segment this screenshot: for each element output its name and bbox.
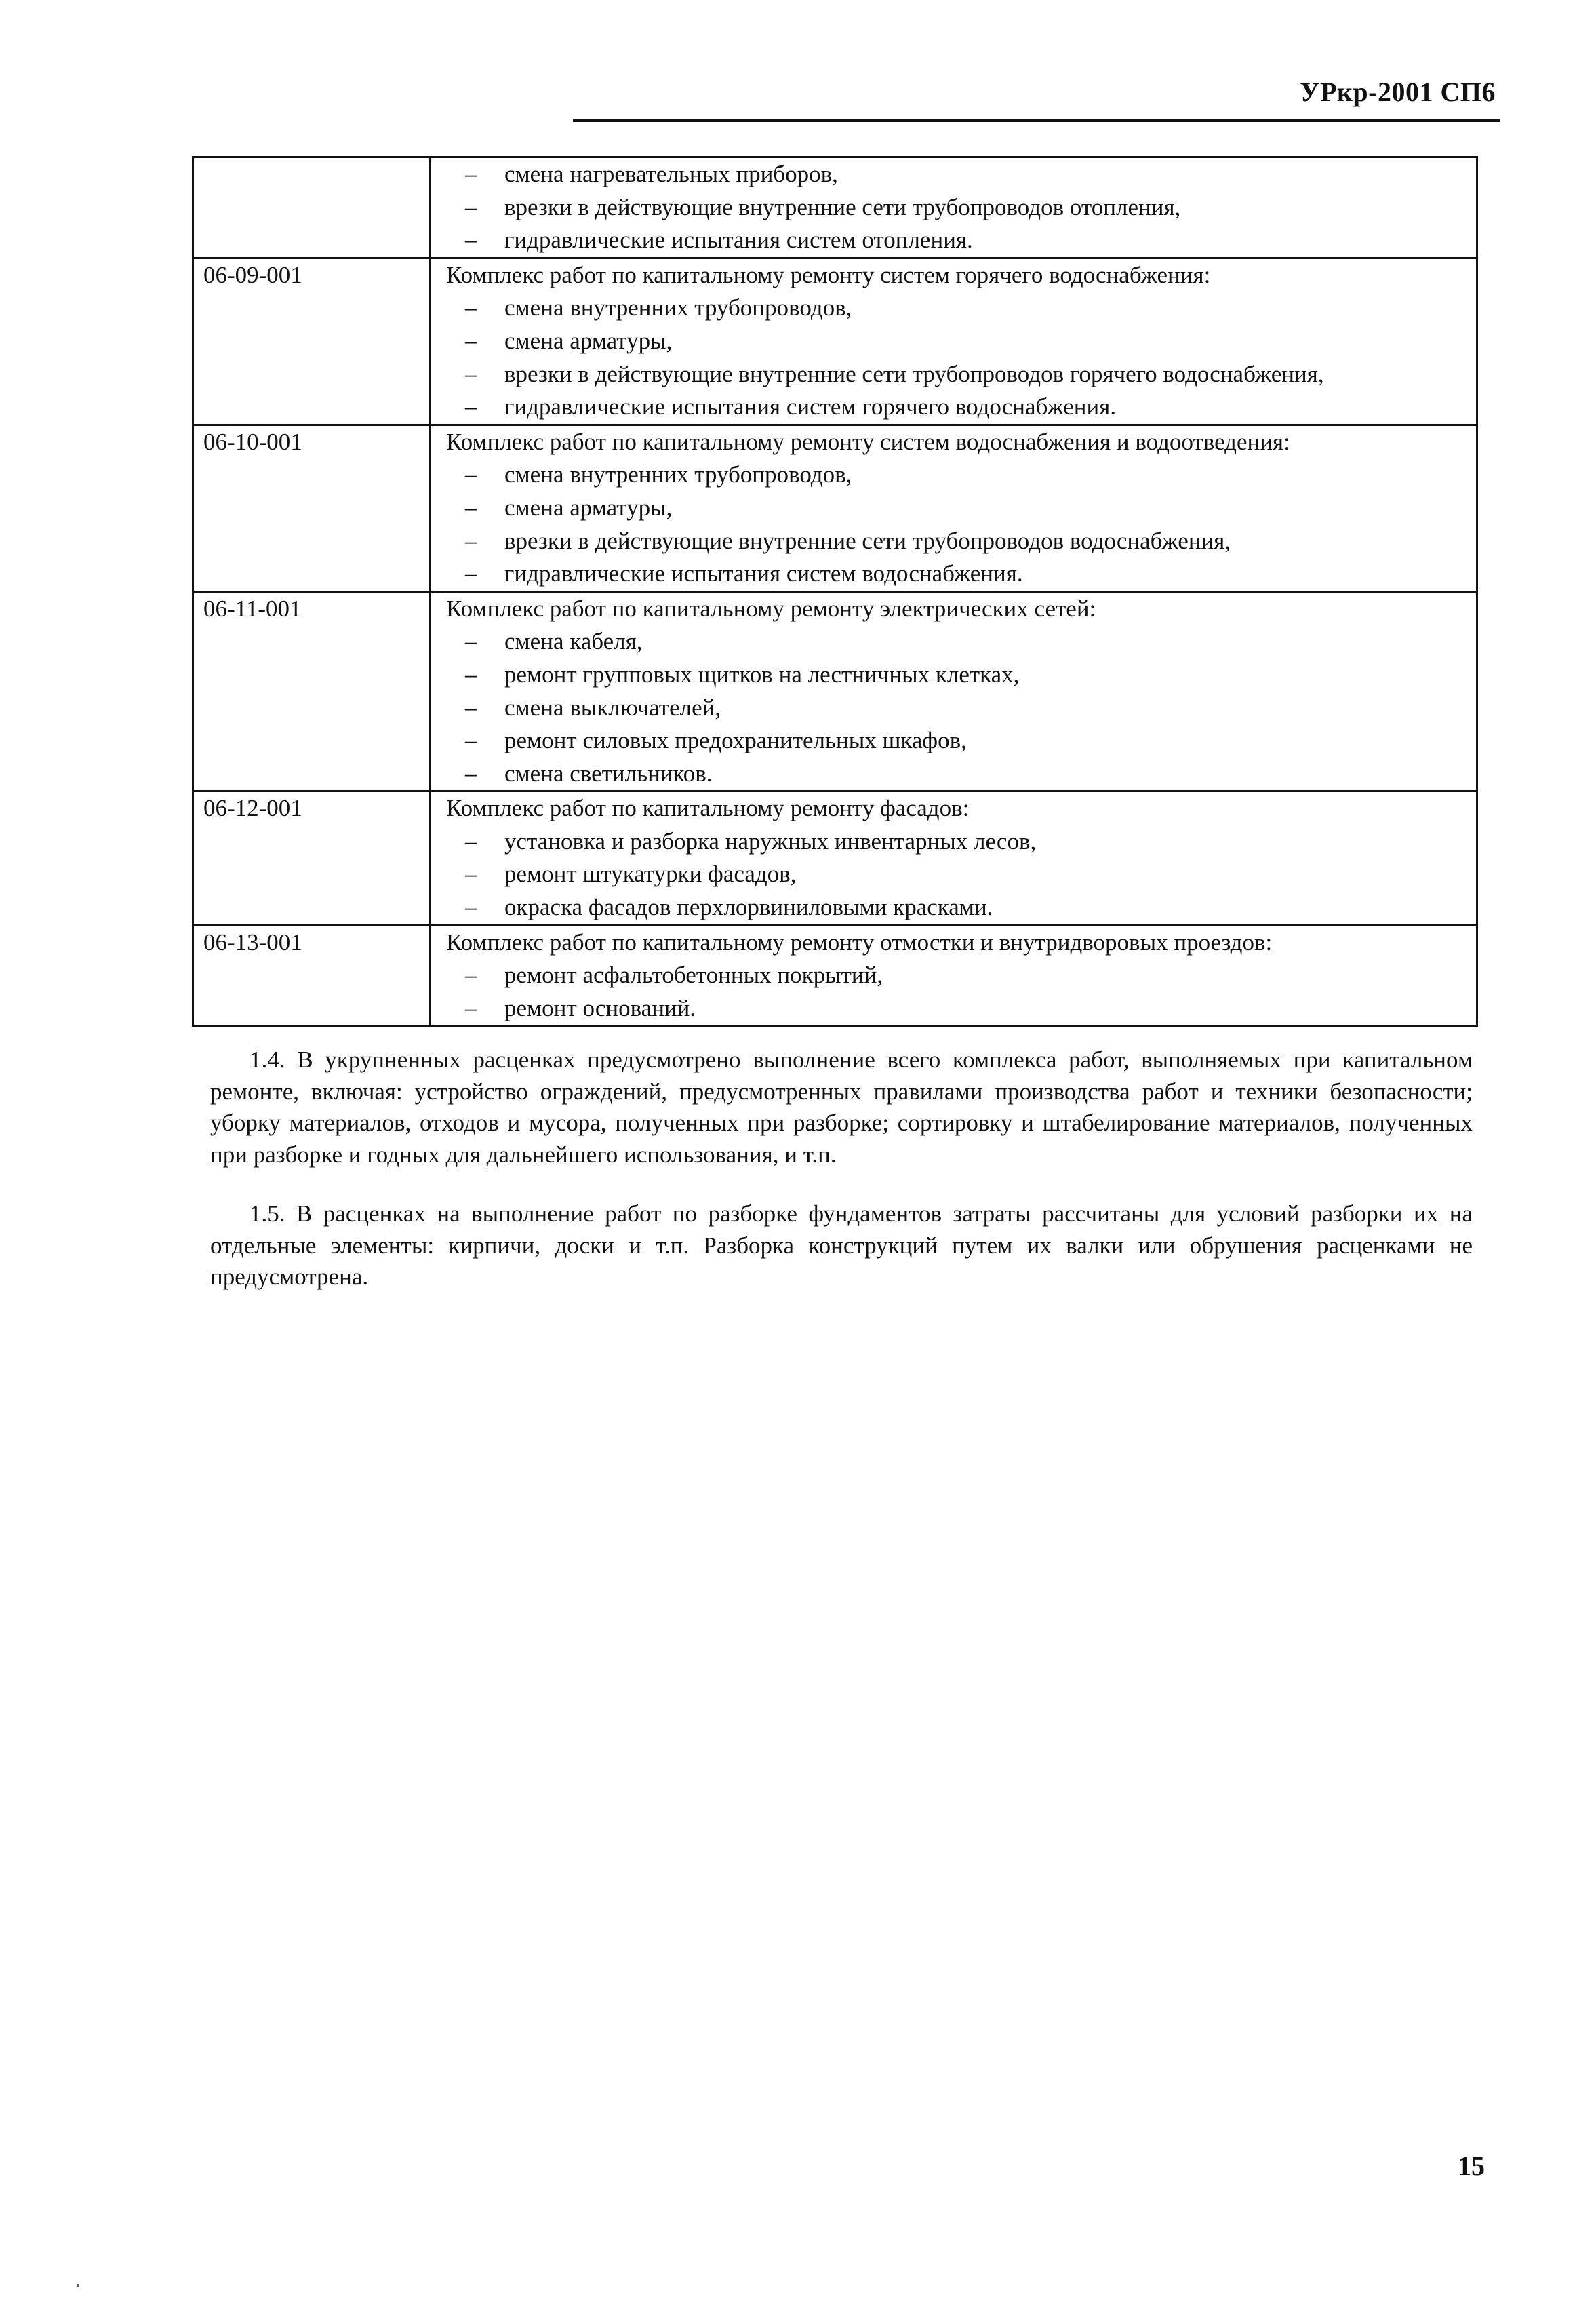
list-dash-marker: – (465, 527, 477, 554)
table-row (193, 925, 1477, 1026)
work-list-item-text: ремонт силовых предохранительных шкафов, (504, 727, 967, 754)
list-dash-marker: – (465, 994, 477, 1021)
work-complex-heading: Комплекс работ по капитальному ремонту систем водоснабжения и водоотведения: (446, 428, 1290, 455)
work-list-item-text: смена кабеля, (504, 628, 643, 655)
work-description-cell (431, 258, 1477, 425)
works-table (192, 156, 1478, 1027)
list-dash-marker: – (465, 494, 477, 521)
work-list-item-text: смена нагревательных приборов, (504, 161, 838, 187)
list-dash-marker: – (465, 294, 477, 321)
table-row (193, 157, 1477, 258)
list-dash-marker: – (465, 661, 477, 688)
work-list-item-text: смена внутренних трубопроводов, (504, 461, 852, 488)
list-dash-marker: – (465, 694, 477, 721)
rate-code-cell: 06-13-001 (193, 925, 431, 1026)
work-list-item-text: врезки в действующие внутренние сети трубопроводов отопления, (504, 193, 1181, 220)
table-row (193, 591, 1477, 791)
rate-code-cell: 06-10-001 (193, 425, 431, 591)
work-list-item-text: смена внутренних трубопроводов, (504, 294, 852, 321)
work-complex-heading: Комплекс работ по капитальному ремонту фасадов: (446, 795, 970, 822)
work-list-item (446, 692, 1465, 725)
work-list-item-text: врезки в действующие внутренние сети трубопроводов горячего водоснабжения, (504, 360, 1324, 387)
work-list-item-text: гидравлические испытания систем горячего водоснабжения. (504, 393, 1117, 420)
work-list-item-text: окраска фасадов перхлорвиниловыми красками. (504, 894, 993, 921)
work-list-item (446, 224, 1465, 257)
work-list-item (446, 891, 1465, 924)
work-list-item (446, 325, 1465, 358)
page-header (573, 73, 1500, 122)
list-dash-marker: – (465, 393, 477, 420)
list-dash-marker: – (465, 461, 477, 488)
paragraph-1-4: 1.4. В укрупненных расценках предусмотрено выполнение всего комплекса работ, выполняемых при капитальном ремонте, включая: устройство ограждений, предусмотренных правилами производства работ и техники безопасности; уборку материалов, отходов и мусора, полученных при разборке; сортировку и штабелирование материалов, полученных при разборке и годных для дальнейшего использования, и т.п. (210, 1046, 1473, 1168)
work-list-item (446, 292, 1465, 325)
list-dash-marker: – (465, 962, 477, 989)
work-list-item-text: гидравлические испытания систем водоснабжения. (504, 560, 1023, 587)
work-list-item (446, 492, 1465, 525)
work-list-item (446, 158, 1465, 191)
work-description-cell (431, 425, 1477, 591)
list-dash-marker: – (465, 727, 477, 754)
work-description-cell (431, 591, 1477, 791)
work-complex-heading: Комплекс работ по капитальному ремонту электрических сетей: (446, 595, 1096, 622)
work-list-item-text: смена выключателей, (504, 694, 721, 721)
work-list-item-text: ремонт оснований. (504, 994, 696, 1021)
work-complex-heading: Комплекс работ по капитальному ремонту отмостки и внутридворовых проездов: (446, 928, 1273, 956)
list-dash-marker: – (465, 628, 477, 655)
rate-code-cell: 06-12-001 (193, 791, 431, 925)
table-row (193, 791, 1477, 925)
work-list-item (446, 825, 1465, 859)
list-dash-marker: – (465, 327, 477, 354)
work-description-cell (431, 791, 1477, 925)
work-list-item (446, 557, 1465, 591)
work-list-item (446, 758, 1465, 791)
work-list-item-text: смена светильников. (504, 760, 713, 787)
rate-code-cell: 06-11-001 (193, 591, 431, 791)
list-dash-marker: – (465, 861, 477, 888)
paragraph-1-5: 1.5. В расценках на выполнение работ по разборке фундаментов затраты рассчитаны для условий разборки их на отдельные элементы: кирпичи, доски и т.п. Разборка конструкций путем их валки или обрушения расценками не предусмотрена. (210, 1200, 1473, 1290)
work-list-item-text: установка и разборка наружных инвентарных лесов, (504, 827, 1037, 855)
work-list-item (446, 858, 1465, 891)
work-list-item-text: ремонт групповых щитков на лестничных клетках, (504, 661, 1020, 688)
work-list-item-text: смена арматуры, (504, 327, 673, 354)
page-number: 15 (1458, 2151, 1485, 2181)
work-list-item-text: ремонт асфальтобетонных покрытий, (504, 962, 883, 989)
work-list-item-text: гидравлические испытания систем отопления. (504, 227, 973, 254)
work-list-item (446, 959, 1465, 992)
list-dash-marker: – (465, 193, 477, 220)
work-description-cell (431, 925, 1477, 1026)
rate-code-cell (193, 157, 431, 258)
work-list-item (446, 659, 1465, 692)
work-description-cell (431, 157, 1477, 258)
scan-speck (77, 2284, 79, 2287)
work-complex-heading: Комплекс работ по капитальному ремонту систем горячего водоснабжения: (446, 261, 1211, 288)
work-list-item-text: врезки в действующие внутренние сети трубопроводов водоснабжения, (504, 527, 1231, 554)
work-list-item-text: ремонт штукатурки фасадов, (504, 861, 797, 888)
rate-code-cell: 06-09-001 (193, 258, 431, 425)
work-list-item (446, 358, 1465, 391)
work-list-item (446, 458, 1465, 492)
work-list-item (446, 992, 1465, 1025)
work-list-item-text: смена арматуры, (504, 494, 673, 521)
work-list-item (446, 724, 1465, 758)
list-dash-marker: – (465, 227, 477, 254)
work-list-item (446, 191, 1465, 224)
list-dash-marker: – (465, 827, 477, 855)
work-list-item (446, 625, 1465, 659)
list-dash-marker: – (465, 560, 477, 587)
list-dash-marker: – (465, 161, 477, 187)
document-code: УРкр-2001 СП6 (1300, 77, 1496, 107)
list-dash-marker: – (465, 760, 477, 787)
list-dash-marker: – (465, 360, 477, 387)
works-table-body (193, 157, 1477, 1026)
work-list-item (446, 525, 1465, 558)
work-list-item (446, 391, 1465, 424)
table-row (193, 425, 1477, 591)
list-dash-marker: – (465, 894, 477, 921)
table-row (193, 258, 1477, 425)
